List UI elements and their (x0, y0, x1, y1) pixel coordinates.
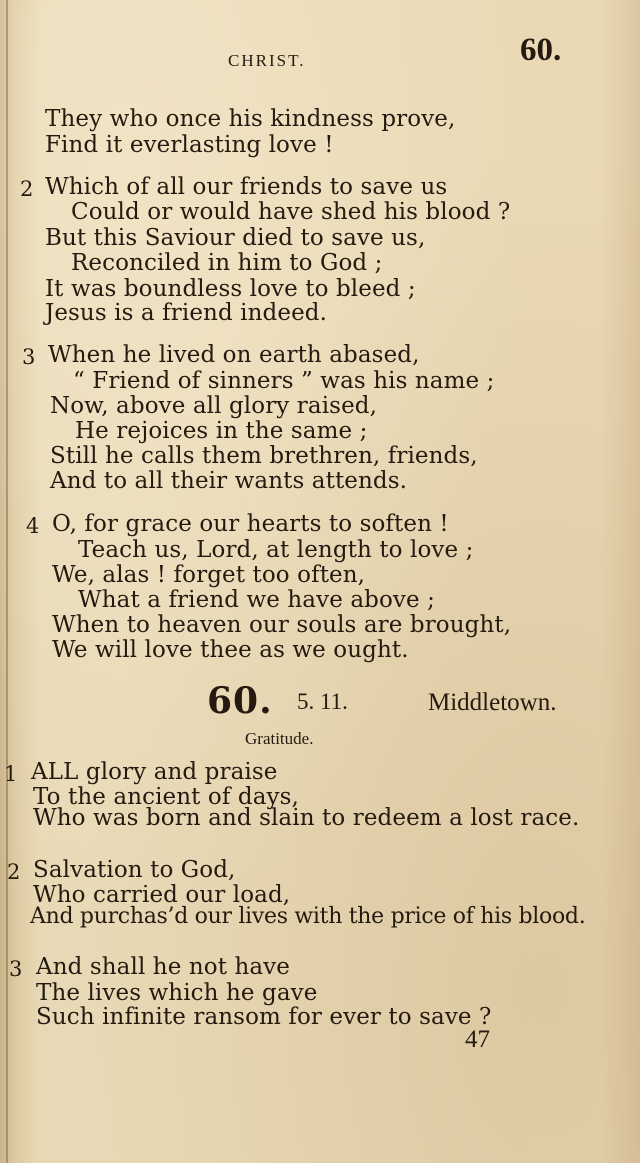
verse-line: Now, above all glory raised, (50, 393, 378, 419)
verse-line: But this Saviour died to save us, (45, 225, 426, 251)
verse-line: Such infinite ransom for ever to save ? (36, 1004, 492, 1030)
verse-line: The lives which he gave (36, 980, 318, 1006)
running-head: CHRIST. (228, 51, 306, 70)
stanza-number: 2 (7, 860, 21, 884)
verse-line: He rejoices in the same ; (75, 418, 368, 444)
verse-line: Jesus is a friend indeed. (45, 300, 328, 326)
verse-line: It was boundless love to bleed ; (45, 276, 416, 302)
verse-line: Could or would have shed his blood ? (71, 199, 511, 225)
stanza-number: 3 (22, 345, 36, 369)
hymn-meter: 5. 11. (297, 689, 348, 714)
verse-line: And shall he not have (36, 954, 290, 980)
verse-line: Salvation to God, (33, 857, 236, 883)
verse-line: Who was born and slain to redeem a lost race. (33, 805, 580, 831)
hymn-subject: Gratitude. (245, 729, 314, 748)
verse-line: Teach us, Lord, at length to love ; (78, 537, 474, 563)
verse-line: Reconciled in him to God ; (71, 250, 383, 276)
stanza-number: 2 (20, 177, 34, 201)
verse-line: Who carried our load, (33, 882, 291, 908)
verse-line: We, alas ! forget too often, (52, 562, 366, 588)
verse-line: What a friend we have above ; (78, 587, 435, 613)
verse-line: They who once his kindness prove, (45, 106, 456, 132)
verse-line: “ Friend of sinners ” was his name ; (73, 368, 495, 394)
verse-line: And to all their wants attends. (50, 468, 408, 494)
stanza-number: 3 (9, 957, 23, 981)
verse-line: Find it everlasting love ! (45, 132, 334, 158)
verse-line: O, for grace our hearts to soften ! (52, 511, 449, 537)
stanza-number: 4 (26, 514, 40, 538)
tune-name: Middletown. (428, 689, 557, 716)
stanza-number: 1 (4, 762, 18, 786)
verse-line: When to heaven our souls are brought, (52, 612, 512, 638)
hymn-number: 60. (207, 680, 273, 722)
verse-line: And purchas’d our lives with the price of his blood. (30, 904, 586, 929)
verse-line: To the ancient of days, (33, 784, 299, 810)
page-number: 47 (465, 1026, 490, 1053)
verse-line: ALL glory and praise (31, 759, 278, 785)
page-hymn-number: 60. (520, 32, 562, 68)
verse-line: We will love thee as we ought. (52, 637, 409, 663)
page-gutter (6, 0, 8, 1163)
verse-line: Still he calls them brethren, friends, (50, 443, 478, 469)
verse-line: When he lived on earth abased, (48, 342, 420, 368)
verse-line: Which of all our friends to save us (45, 174, 448, 200)
